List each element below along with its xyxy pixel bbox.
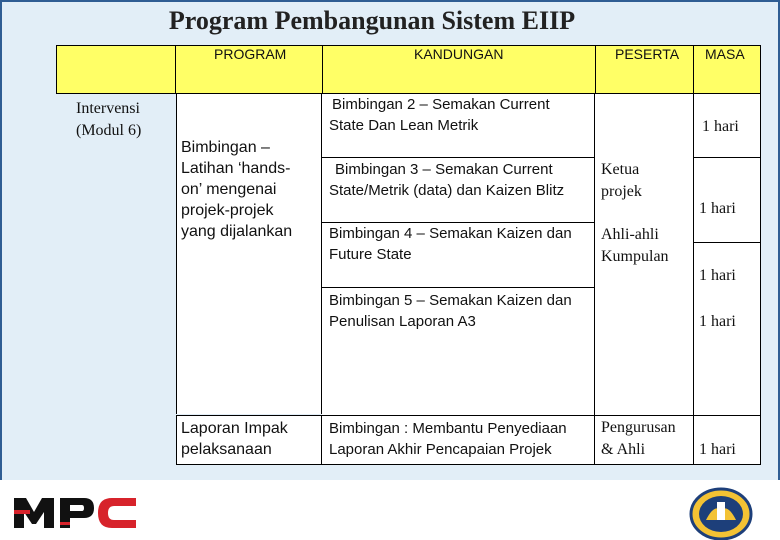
kandungan-line: Bimbingan 3 – Semakan Current [335, 161, 553, 178]
kandungan-line: Bimbingan 5 – Semakan Kaizen dan [329, 292, 572, 309]
peserta-column [595, 94, 693, 465]
slide-title: Program Pembangunan Sistem EIIP [168, 6, 576, 35]
header-masa: MASA [705, 46, 745, 62]
kandungan-line: State Dan Lean Metrik [329, 117, 479, 134]
row-divider [322, 415, 761, 416]
header-peserta: PESERTA [615, 46, 680, 62]
program-line: yang dijalankan [181, 223, 293, 240]
header-divider-4 [693, 45, 694, 94]
peserta-line: Ahli-ahli [601, 226, 659, 243]
peserta-line: & Ahli [601, 441, 646, 458]
header-divider-2 [322, 45, 323, 94]
program-line: on’ mengenai [181, 181, 277, 198]
kandungan-line: Penulisan Laporan A3 [329, 313, 476, 330]
kandungan-line: Future State [329, 246, 412, 263]
program-line: Bimbingan – [181, 139, 270, 156]
header-divider-1 [175, 45, 176, 94]
intervensi-label [76, 98, 141, 142]
emblem-logo [684, 486, 758, 540]
kandungan-item [329, 94, 550, 136]
masa-divider [693, 157, 761, 158]
masa-value: 1 hari [699, 441, 736, 458]
peserta-line: Ketua [601, 161, 640, 178]
kandungan-item [329, 159, 565, 201]
kandungan-line: State/Metrik (data) dan Kaizen Blitz [329, 182, 565, 199]
kandungan-line: Laporan Akhir Pencapaian Projek [329, 441, 552, 458]
kandungan-column [322, 94, 595, 465]
header-divider-3 [595, 45, 596, 94]
masa-value: 1 hari [702, 118, 739, 135]
kandungan-line: Bimbingan 2 – Semakan Current [332, 96, 550, 113]
peserta-line: Kumpulan [601, 248, 669, 265]
program-line: projek-projek [181, 202, 274, 219]
masa-value: 1 hari [699, 200, 736, 217]
program-line: Laporan Impak [181, 420, 288, 437]
peserta-pengurusan-ahli [601, 417, 676, 461]
header-program: PROGRAM [214, 46, 287, 62]
program-laporan-text [181, 418, 288, 460]
row-divider [322, 287, 595, 288]
masa-value: 1 hari [699, 313, 736, 330]
peserta-ahli-kumpulan [601, 224, 669, 268]
intervensi-label-line: Intervensi [76, 100, 140, 117]
program-line: Latihan ‘hands- [181, 160, 291, 177]
kandungan-line: Bimbingan : Membantu Penyediaan [329, 420, 567, 437]
row-divider [322, 157, 595, 158]
peserta-ketua-projek [601, 159, 642, 203]
kandungan-item [329, 223, 572, 265]
mpc-logo [12, 494, 138, 530]
program-bimbingan-text [181, 137, 292, 242]
header-kandungan: KANDUNGAN [414, 46, 504, 62]
masa-value: 1 hari [699, 267, 736, 284]
kandungan-item [329, 290, 572, 332]
masa-divider [693, 242, 761, 243]
peserta-line: Pengurusan [601, 419, 676, 436]
kandungan-line: Bimbingan 4 – Semakan Kaizen dan [329, 225, 572, 242]
kandungan-item [329, 418, 567, 460]
intervensi-label-line: (Modul 6) [76, 122, 142, 139]
program-line: pelaksanaan [181, 441, 272, 458]
peserta-line: projek [601, 183, 642, 200]
